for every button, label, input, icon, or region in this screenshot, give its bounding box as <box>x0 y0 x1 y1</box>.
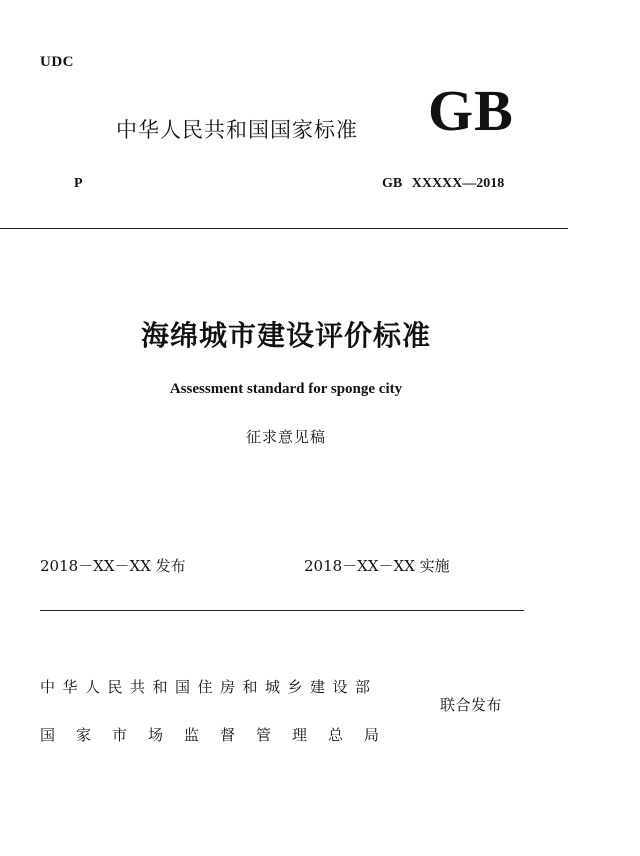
draft-label: 征求意见稿 <box>245 428 326 446</box>
national-standard-title: 中华人民共和国国家标准 <box>116 118 358 142</box>
issue-date: 2018－XX－XX 发布 <box>40 557 186 575</box>
issuer-market-regulation: 国家市场监督管理总局 <box>40 726 401 744</box>
issuer-ministry-housing: 中华人民共和国住房和城乡建设部 <box>40 678 378 696</box>
bottom-divider <box>40 610 524 611</box>
standard-title-chinese: 海绵城市建设评价标准 <box>140 319 431 352</box>
implementation-date: 2018－XX－XX 实施 <box>304 557 450 575</box>
standard-number: GB XXXXX—2018 <box>382 176 505 191</box>
udc-label: UDC <box>40 54 74 70</box>
joint-issue-label: 联合发布 <box>440 696 503 714</box>
standard-title-english: Assessment standard for sponge city <box>169 381 403 397</box>
top-divider <box>0 228 568 229</box>
category-code: P <box>74 176 83 191</box>
gb-logo: GB <box>428 78 514 143</box>
